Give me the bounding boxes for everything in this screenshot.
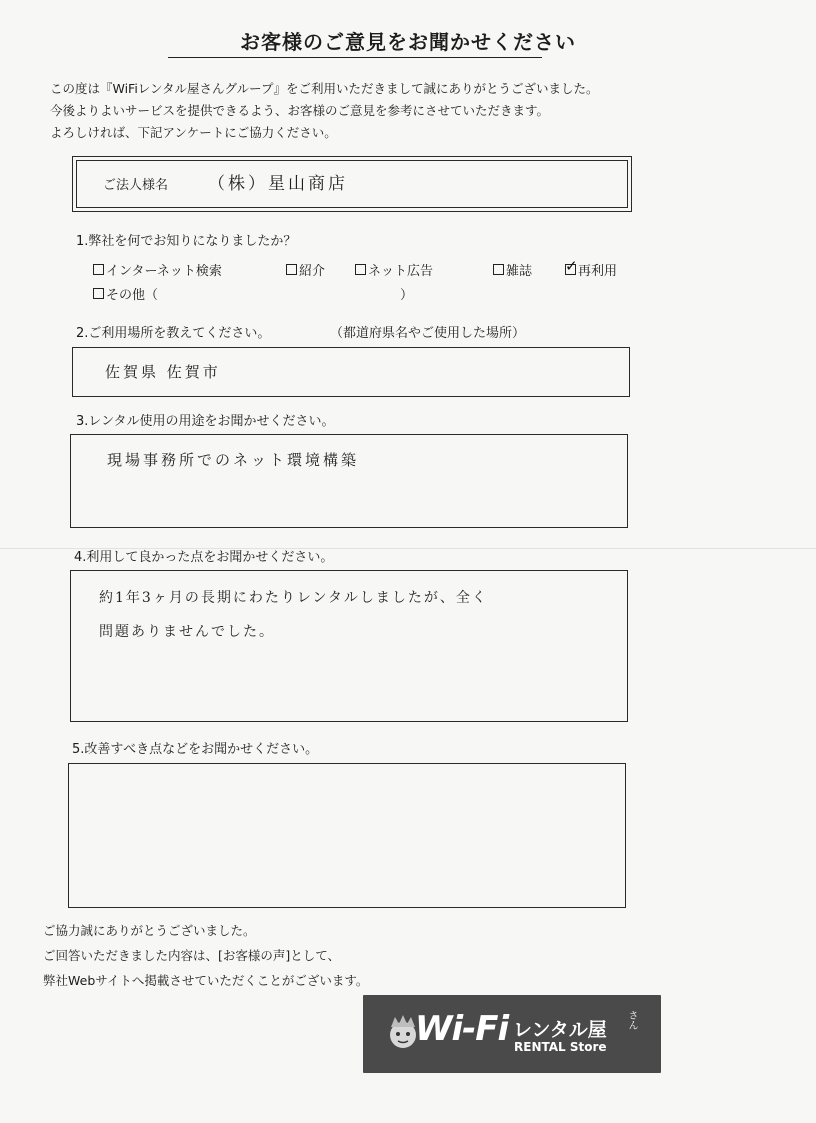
q1-option-magazine[interactable] xyxy=(493,260,532,279)
option-label: インターネット検索 xyxy=(106,264,222,279)
q1-other-close-paren: ） xyxy=(400,288,414,303)
checkbox-icon[interactable] xyxy=(493,264,504,275)
q2-answer: 佐賀県 佐賀市 xyxy=(105,363,221,381)
q1-option-referral[interactable] xyxy=(286,260,325,279)
q1-option-other[interactable] xyxy=(93,284,158,303)
q5-answer-field[interactable] xyxy=(68,763,626,908)
q4-answer-field[interactable] xyxy=(70,570,628,722)
option-label: 紹介 xyxy=(299,264,326,279)
checkbox-icon[interactable] xyxy=(286,264,297,275)
company-name-value: （株）星山商店 xyxy=(208,174,348,194)
checkbox-icon[interactable] xyxy=(565,257,578,275)
checkbox-icon[interactable] xyxy=(355,264,366,275)
intro-line: よろしければ、下記アンケートにご協力ください。 xyxy=(50,125,337,140)
q3-question: 3.レンタル使用の用途をお聞かせください。 xyxy=(76,414,335,429)
title-underline xyxy=(168,57,542,58)
q1-option-reuse[interactable] xyxy=(565,257,618,279)
q4-answer-line-1: 約1年3ヶ月の長期にわたりレンタルしましたが、全く xyxy=(99,590,488,606)
checkbox-icon[interactable] xyxy=(93,288,104,299)
q4-answer-line-2: 問題ありませんでした。 xyxy=(99,624,275,640)
q1-option-internet-search[interactable] xyxy=(93,260,222,279)
logo-wifi-text: Wi-Fi xyxy=(415,1009,509,1049)
company-name-label: ご法人様名 xyxy=(103,178,169,193)
option-label: 再利用 xyxy=(578,264,618,279)
q1-option-net-ad[interactable] xyxy=(355,260,433,279)
q3-answer-field[interactable] xyxy=(70,434,628,528)
q2-hint: （都道府県名やご使用した場所） xyxy=(330,326,526,341)
q4-question: 4.利用して良かった点をお聞かせください。 xyxy=(74,550,334,565)
q2-question: 2.ご利用場所を教えてください。 xyxy=(76,326,271,341)
option-label: ネット広告 xyxy=(368,264,434,279)
logo-rental-text: レンタル屋 xyxy=(513,1019,607,1041)
intro-line: この度は『WiFiレンタル屋さんグループ』をご利用いただきまして誠にありがとうございました。 xyxy=(50,81,599,96)
checkmark-icon: ✓ xyxy=(565,257,578,275)
checkbox-icon[interactable] xyxy=(93,264,104,275)
company-name-field[interactable] xyxy=(72,156,632,212)
option-label: その他（ xyxy=(106,288,159,303)
footer-line: ご回答いただきました内容は、[お客様の声]として、 xyxy=(43,948,341,963)
q3-answer: 現場事務所でのネット環境構築 xyxy=(107,451,360,469)
q1-question: 1.弊社を何でお知りになりましたか？ xyxy=(76,234,297,249)
wifi-rental-logo xyxy=(363,995,661,1073)
footer-line: ご協力誠にありがとうございました。 xyxy=(43,923,256,938)
page-title: お客様のご意見をお聞かせください xyxy=(240,30,576,54)
footer-line: 弊社Webサイトへ掲載させていただくことがございます。 xyxy=(43,973,369,988)
intro-text xyxy=(50,78,599,144)
q2-answer-field[interactable] xyxy=(72,347,630,397)
logo-rental-store-text: RENTAL Store xyxy=(514,1040,607,1054)
footer-note xyxy=(43,918,368,993)
intro-line: 今後よりよいサービスを提供できるよう、お客様のご意見を参考にさせていただきます。 xyxy=(50,103,550,118)
logo-san-text: さん xyxy=(626,1010,637,1030)
q5-question: 5.改善すべき点などをお聞かせください。 xyxy=(72,742,319,757)
option-label: 雑誌 xyxy=(506,264,533,279)
